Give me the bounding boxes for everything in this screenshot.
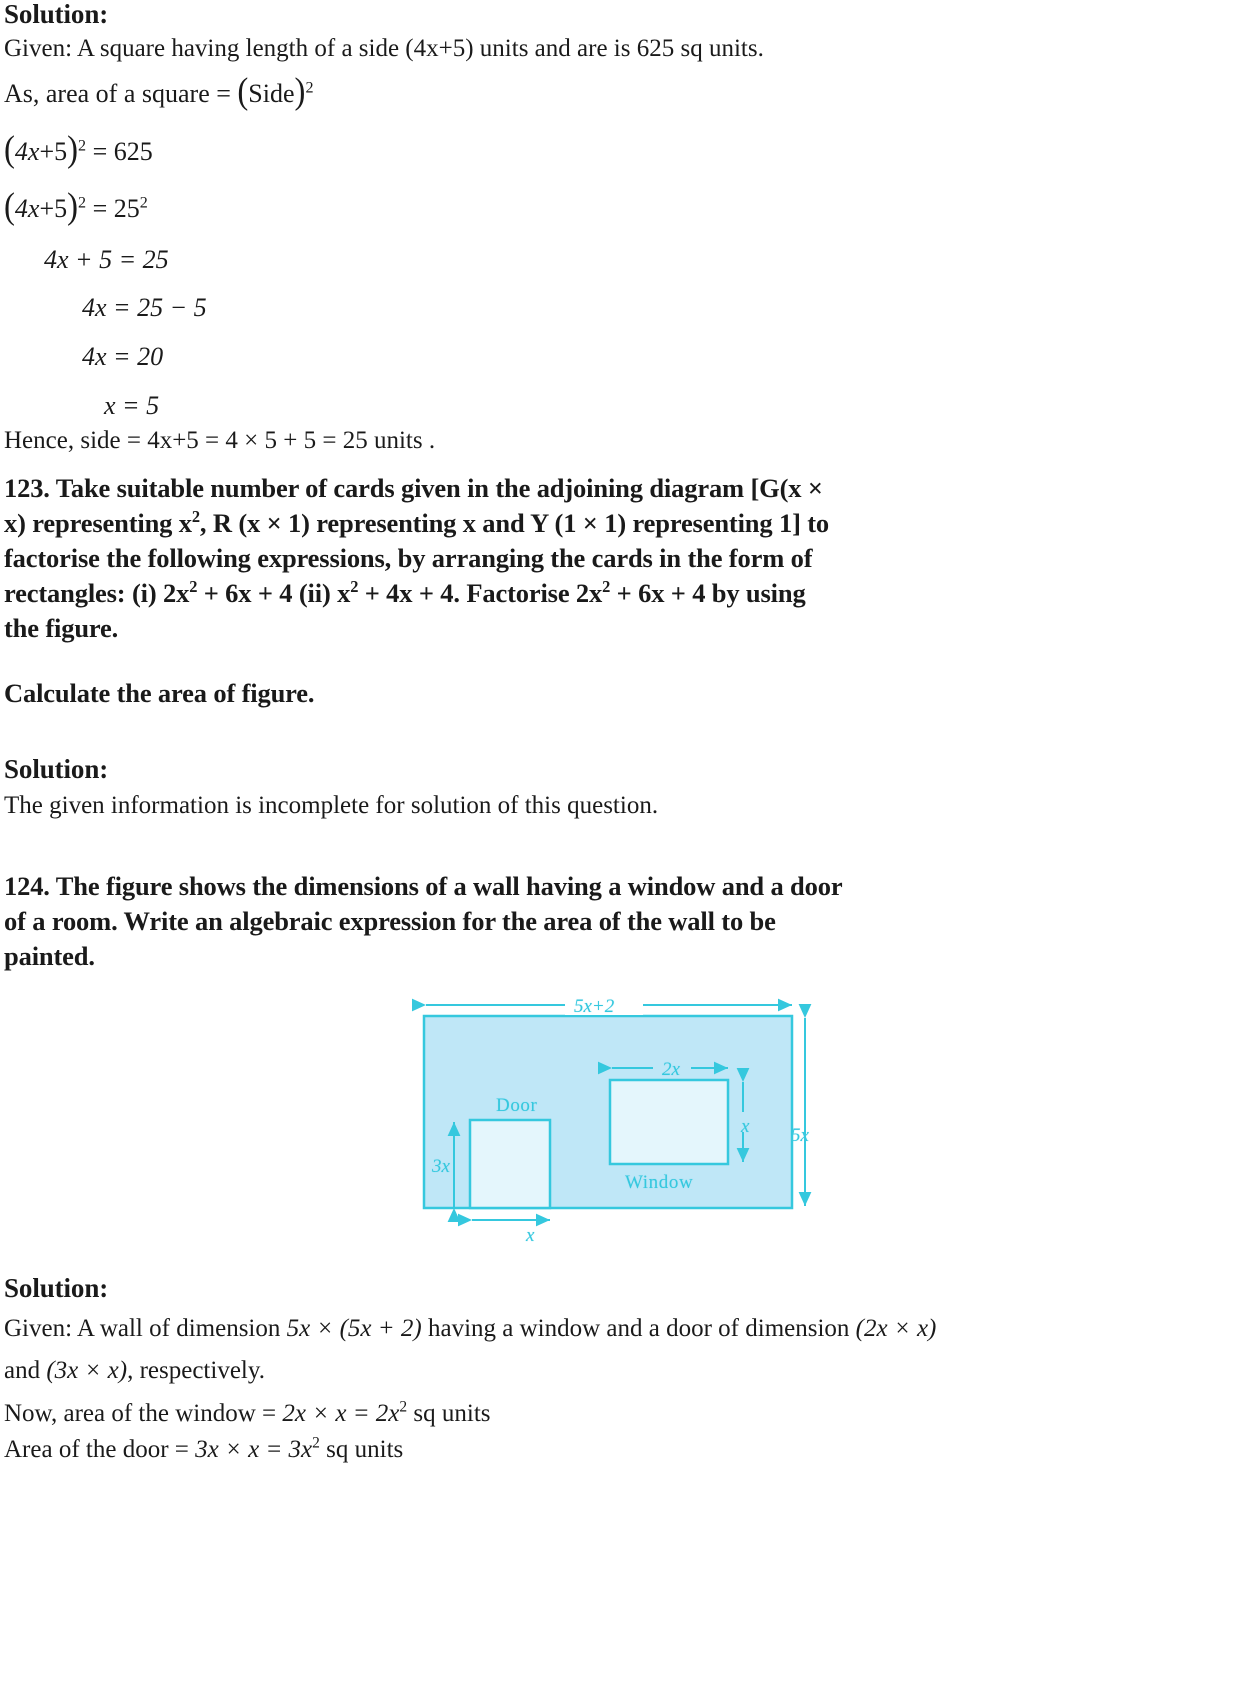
step2-exponent: 2 <box>78 194 87 212</box>
given-middle: having a window and a door of dimension <box>421 1315 856 1343</box>
wall-dimension: 5x × (5x + 2) <box>286 1315 422 1343</box>
window-rect <box>610 1080 728 1164</box>
door-area-exponent: 2 <box>312 1434 320 1452</box>
question-123-line2b: , R (x × 1) representing x and Y (1 × 1) representing 1] to <box>199 507 829 538</box>
given-prefix: Given: A wall of dimension <box>4 1315 287 1343</box>
area-formula-line: As, area of a square = (Side)$^2$ <box>4 71 314 112</box>
window-area-exponent: 2 <box>399 1399 408 1417</box>
question-123-line4c: + 4x + 4. Factorise 2x <box>358 577 603 608</box>
wall-diagram <box>410 990 830 1248</box>
equation-step-4: 4x = 25 − 5 <box>82 293 207 323</box>
step1-equals: = <box>92 137 108 167</box>
door-area-expression: 3x × x = 3x <box>195 1435 313 1463</box>
label-door-height: 3x <box>432 1156 450 1178</box>
question-124 <box>4 869 1236 974</box>
step2-rhs-exponent: 2 <box>139 194 148 212</box>
question-123-line4b: + 6x + 4 (ii) x <box>197 577 351 608</box>
label-door-width: x <box>526 1225 535 1247</box>
equation-step-6: x = 5 <box>104 390 160 420</box>
window-area-line <box>4 1400 1236 1428</box>
given-statement-1: Given: A square having length of a side (4x+5) units and are is 625 sq units. <box>4 35 764 63</box>
area-formula-prefix: As, area of a square = <box>4 78 238 108</box>
step2-term: 4x <box>14 193 40 223</box>
door-area-units: sq units <box>319 1435 404 1463</box>
question-123-line3: factorise the following expressions, by arranging the cards in the form of <box>4 542 813 573</box>
given-suffix: , respectively. <box>127 1356 265 1384</box>
solution-heading-3: Solution: <box>4 1273 109 1304</box>
label-wall-height: 5x <box>791 1125 809 1147</box>
question-123-sup-1: 2 <box>191 506 200 526</box>
solution-3-given-line <box>4 1315 1236 1343</box>
window-dimension: (2x × x) <box>855 1315 937 1343</box>
question-123-sup-2: 2 <box>189 576 198 596</box>
door-area-line <box>4 1436 1236 1464</box>
label-wall-width: 5x+2 <box>574 996 615 1018</box>
question-123-sup-4: 2 <box>602 576 611 596</box>
solution-2-text: The given information is incomplete for solution of this question. <box>4 791 659 819</box>
solution-heading-2: Solution: <box>4 753 109 784</box>
step1-term: 4x <box>14 137 40 167</box>
question-124-line3: painted. <box>4 941 95 972</box>
question-124-number: 124. <box>4 871 50 902</box>
step2-rhs: 25 <box>113 193 140 223</box>
window-area-units: sq units <box>407 1400 491 1428</box>
step1-rhs: 625 <box>113 137 153 167</box>
equation-step-3: 4x + 5 = 25 <box>44 244 169 274</box>
question-123 <box>4 471 1236 646</box>
hence-conclusion-line: Hence, side = 4x+5 = 4 × 5 + 5 = 25 units . <box>4 427 436 455</box>
label-window: Window <box>625 1172 694 1194</box>
label-door: Door <box>496 1095 538 1117</box>
figure-container <box>4 990 1236 1248</box>
area-formula-exponent: 2 <box>305 79 314 96</box>
label-window-width: 2x <box>662 1059 680 1081</box>
solution-heading-1: Solution: <box>4 0 109 29</box>
label-window-height: x <box>741 1116 750 1138</box>
door-area-prefix: Area of the door = <box>4 1435 196 1463</box>
calculate-area-prompt: Calculate the area of figure. <box>4 677 315 708</box>
question-123-line4d: + 6x + 4 by using <box>610 577 806 608</box>
equation-step-1: $(4x+5)^2 = 625$ <box>4 130 153 171</box>
step2-plus: +5 <box>39 193 68 223</box>
question-123-line2a: x) representing x <box>4 507 192 538</box>
equation-step-5: 4x = 20 <box>82 341 164 371</box>
wall-diagram-svg <box>410 990 830 1248</box>
question-123-line5: the figure. <box>4 612 119 643</box>
window-area-prefix: Now, area of the window = <box>4 1400 283 1428</box>
step1-plus: +5 <box>39 137 68 167</box>
question-123-number: 123. <box>4 472 50 503</box>
equation-step-2: $(4x+5)^2 = 25^2$ <box>4 186 148 228</box>
question-124-line2: of a room. Write an algebraic expression for the area of the wall to be <box>4 906 776 937</box>
window-area-expression: 2x × x = 2x <box>282 1400 400 1428</box>
step2-equals: = <box>92 193 108 223</box>
given-and: and <box>4 1356 47 1384</box>
door-dimension: (3x × x) <box>46 1356 128 1384</box>
door-rect <box>470 1120 550 1208</box>
step1-exponent: 2 <box>78 137 87 155</box>
question-123-sup-3: 2 <box>350 576 359 596</box>
area-formula-base: Side <box>248 78 295 108</box>
question-123-line1: Take suitable number of cards given in the adjoining diagram [G(x × <box>55 472 823 503</box>
solution-3-given-line-2 <box>4 1357 1236 1385</box>
question-123-line4a: rectangles: (i) 2x <box>4 577 190 608</box>
question-124-line1: The figure shows the dimensions of a wall having a window and a door <box>55 871 843 902</box>
